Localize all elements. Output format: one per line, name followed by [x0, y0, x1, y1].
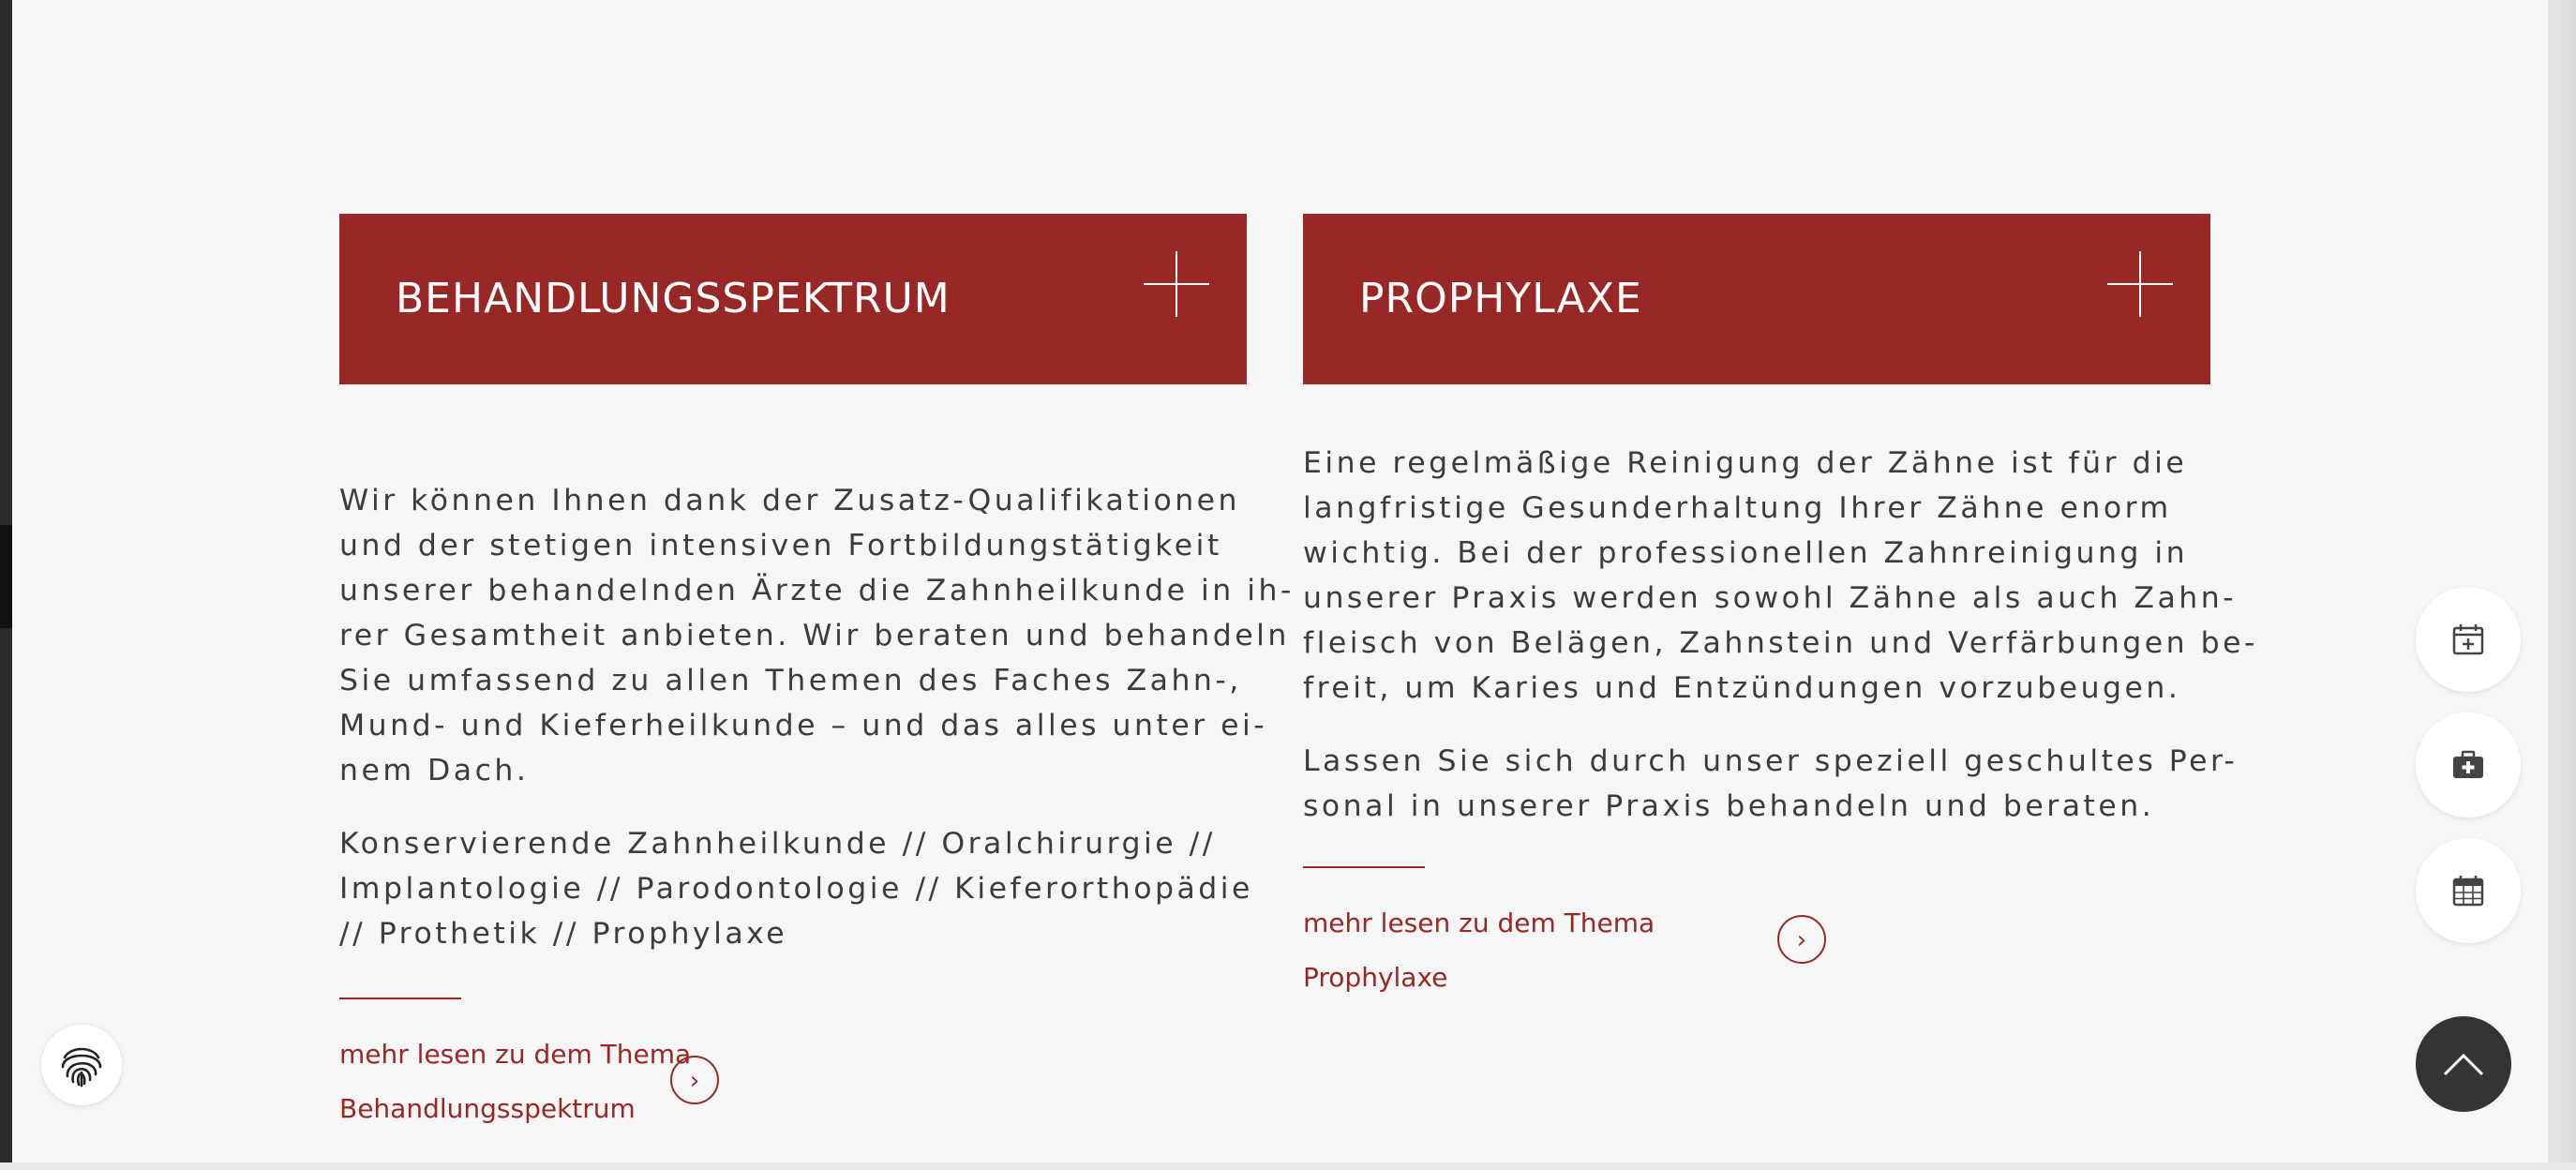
chevron-up-icon — [2442, 1051, 2485, 1077]
card-behandlungsspektrum — [339, 214, 1295, 1136]
text-line: freit, um Karies und Entzündungen vorzubeugen. — [1303, 671, 2181, 705]
left-edge-notch — [0, 525, 12, 628]
privacy-settings-button[interactable] — [41, 1025, 122, 1105]
more-link-prophylaxe[interactable] — [1303, 896, 2210, 1005]
calendar-icon — [2449, 872, 2487, 909]
emergency-button[interactable] — [2416, 712, 2521, 818]
card-intro-text — [339, 478, 1295, 793]
text-line: und der stetigen intensiven Fortbildungstätigkeit — [339, 529, 1222, 562]
text-line: Lassen Sie sich durch unser speziell geschultes Per- — [1303, 744, 2239, 778]
card-title: BEHANDLUNGSSPEKTRUM — [396, 275, 951, 322]
text-line: Eine regelmäßige Reinigung der Zähne ist für die — [1303, 446, 2188, 480]
text-line: // Prothetik // Prophylaxe — [339, 917, 788, 951]
card-title: PROPHYLAXE — [1359, 275, 1642, 322]
right-scroll-edge — [2548, 0, 2576, 1170]
appointment-add-button[interactable] — [2416, 587, 2521, 692]
more-link-line: Prophylaxe — [1303, 962, 1448, 993]
chevron-right-icon[interactable]: › — [1777, 915, 1826, 964]
text-line: Mund- und Kieferheilkunde – und das alles unter ei- — [339, 709, 1268, 742]
text-line: wichtig. Bei der professionellen Zahnreinigung in — [1303, 536, 2189, 570]
scroll-to-top-button[interactable] — [2416, 1016, 2511, 1112]
calendar-button[interactable] — [2416, 838, 2521, 943]
more-link-line: mehr lesen zu dem Thema — [1303, 908, 1655, 938]
plus-icon[interactable] — [2107, 251, 2173, 317]
text-line: Konservierende Zahnheilkunde // Oralchirurgie // — [339, 827, 1216, 861]
left-edge — [0, 0, 12, 1170]
treatment-list-text — [339, 821, 1253, 956]
more-link-wrap — [1303, 896, 2210, 1005]
more-link-line: Behandlungsspektrum — [339, 1093, 636, 1124]
text-line: fleisch von Belägen, Zahnstein und Verfärbungen be- — [1303, 626, 2258, 660]
text-line: rer Gesamtheit anbieten. Wir beraten und behandeln — [339, 619, 1290, 652]
more-link-behandlungsspektrum[interactable] — [339, 1028, 1247, 1136]
plus-icon[interactable] — [1144, 251, 1209, 317]
divider-line — [1303, 866, 1425, 868]
text-line: sonal in unserer Praxis behandeln und beraten. — [1303, 789, 2155, 823]
text-line: Implantologie // Parodontologie // Kieferorthopädie — [339, 872, 1253, 906]
calendar-plus-icon — [2449, 621, 2487, 658]
divider-line — [339, 998, 461, 999]
chevron-right-icon[interactable]: › — [670, 1056, 719, 1104]
text-line: unserer Praxis werden sowohl Zähne als auch Zahn- — [1303, 581, 2238, 615]
text-line: langfristige Gesunderhaltung Ihrer Zähne enorm — [1303, 491, 2172, 525]
text-line: nem Dach. — [339, 754, 530, 788]
more-link-line: mehr lesen zu dem Thema — [339, 1039, 692, 1070]
first-aid-kit-icon — [2449, 746, 2487, 784]
card-prophylaxe — [1303, 214, 2258, 1005]
more-link-wrap — [339, 1028, 1247, 1136]
text-line: Wir können Ihnen dank der Zusatz-Qualifikationen — [339, 484, 1241, 518]
text-line: unserer behandelnden Ärzte die Zahnheilkunde in ih- — [339, 574, 1295, 608]
fingerprint-icon — [55, 1039, 108, 1091]
card-header[interactable] — [1303, 214, 2210, 384]
text-line: Sie umfassend zu allen Themen des Faches Zahn-, — [339, 664, 1242, 698]
card-intro-text — [1303, 441, 2258, 711]
card-followup-text — [1303, 739, 2239, 829]
card-header[interactable] — [339, 214, 1247, 384]
bottom-shade — [0, 1162, 2576, 1170]
